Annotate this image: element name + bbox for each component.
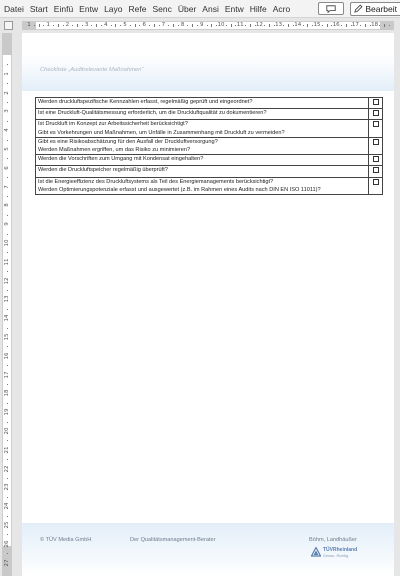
ribbon-tab-7[interactable]: Über	[177, 3, 197, 14]
vruler-tick	[7, 346, 8, 347]
checkbox[interactable]	[373, 179, 379, 185]
hruler-tick	[322, 25, 323, 26]
hruler-tick	[168, 25, 169, 26]
hruler-label: 11	[236, 22, 244, 28]
hruler-tick	[283, 25, 284, 26]
checklist-question[interactable]	[36, 120, 369, 137]
document-page[interactable]	[22, 33, 394, 576]
comments-button[interactable]	[318, 2, 344, 15]
hruler-tick	[111, 25, 112, 26]
ribbon-tabs	[0, 0, 400, 18]
question-line: Werden druckluftspezifische Kennzahlen erfasst, regelmäßig geprüft und eingeordnet?	[38, 99, 253, 105]
vruler-tick	[7, 234, 8, 235]
hruler-tick	[379, 25, 380, 26]
hruler-tick	[120, 25, 121, 26]
vruler-tick	[7, 365, 8, 366]
hruler-label: 6	[142, 22, 146, 28]
question-line: Gibt es Vorkehrungen und Maßnahmen, um Unfälle in Zusammenhang mit Druckluft zu vermeiden?	[38, 129, 285, 136]
editing-mode-button[interactable]	[350, 2, 400, 16]
tab-stop-selector[interactable]	[4, 21, 13, 30]
checklist-row	[36, 98, 383, 109]
checklist-row	[36, 166, 383, 177]
vruler-tick	[7, 516, 8, 517]
hruler-label: 17	[351, 22, 359, 28]
hruler-label: 13	[275, 22, 283, 28]
editing-mode-label: Bearbeit	[365, 3, 397, 14]
checklist-question[interactable]	[36, 137, 369, 154]
ribbon-tab-3[interactable]: Entw	[79, 3, 99, 14]
footer-logo-subtitle: Genau. Richtig.	[323, 554, 350, 558]
hruler-tick	[72, 25, 73, 26]
vruler-label: 8	[4, 203, 10, 208]
hruler-label: 15	[313, 22, 321, 28]
tuv-triangle-icon	[311, 547, 321, 557]
hruler-label: 9	[200, 22, 204, 28]
hruler-tick	[154, 24, 155, 27]
vruler-tick	[7, 102, 8, 103]
vruler-label: 12	[4, 277, 10, 285]
vruler-tick	[7, 497, 8, 498]
hruler-tick	[77, 24, 78, 27]
checklist-row	[36, 177, 383, 194]
pencil-icon	[354, 4, 363, 13]
vruler-label: 15	[4, 333, 10, 341]
hruler-tick	[207, 25, 208, 26]
vruler-tick	[7, 534, 8, 535]
vruler-tick	[7, 553, 8, 554]
hruler-tick	[178, 25, 179, 26]
hruler-tick	[197, 25, 198, 26]
vruler-top-margin[interactable]	[2, 33, 12, 55]
hruler-tick	[288, 24, 289, 27]
vruler-tick	[7, 290, 8, 291]
hruler-tick	[389, 25, 390, 26]
hruler-tick	[58, 24, 59, 27]
hruler-tick	[187, 25, 188, 26]
checklist-question[interactable]	[36, 109, 369, 120]
checklist-checkbox-cell	[369, 137, 383, 154]
vertical-ruler[interactable]	[0, 33, 14, 576]
question-line: Gibt es eine Risikoabschätzung für den Ausfall der Druckluftversorgung?	[38, 138, 218, 145]
hruler-tick	[130, 25, 131, 26]
hruler-tick	[327, 24, 328, 27]
checklist-question[interactable]	[36, 166, 369, 177]
hruler-label: 16	[332, 22, 340, 28]
hruler-tick	[63, 25, 64, 26]
question-line: Ist eine Druckluft-Qualitätsmessung erforderlich, um die Druckluftqualität zu dokumentieren?	[38, 110, 267, 117]
hruler-tick	[159, 25, 160, 26]
hruler-tick	[91, 25, 92, 26]
vruler-tick	[7, 384, 8, 385]
hruler-label: 3	[84, 22, 89, 28]
hruler-label: 4	[104, 22, 108, 28]
vruler-label: 26	[4, 540, 10, 548]
footer-authors: Böhm, Landhäußer	[309, 537, 357, 543]
vruler-tick	[7, 196, 8, 197]
hruler-tick	[211, 24, 212, 27]
hruler-label: 18	[371, 22, 379, 28]
checklist-question[interactable]	[36, 177, 369, 194]
ribbon-tab-4[interactable]: Layo	[104, 3, 123, 14]
hruler-tick	[360, 25, 361, 26]
question-line: Werden Maßnahmen ergriffen, um das Risiko zu minimieren?	[38, 147, 191, 154]
hruler-tick	[269, 24, 270, 27]
vruler-label: 9	[4, 222, 10, 226]
ruler-right-margin[interactable]	[380, 21, 394, 30]
hruler-tick	[384, 24, 385, 27]
checkbox[interactable]	[373, 121, 379, 127]
vruler-label: 22	[4, 465, 10, 473]
vruler-label: 23	[4, 483, 10, 491]
checklist-checkbox-cell	[369, 109, 383, 120]
vruler-tick	[7, 252, 8, 253]
vruler-tick	[7, 140, 8, 141]
vruler-label: 1	[4, 72, 10, 76]
hruler-label: 10	[217, 22, 225, 28]
checklist-table[interactable]	[35, 97, 383, 195]
hruler-tick	[34, 25, 35, 26]
hruler-tick	[135, 24, 136, 27]
checkbox[interactable]	[373, 167, 379, 173]
question-line: Werden die Vorschriften zum Umgang mit Kondensat eingehalten?	[38, 156, 204, 163]
hruler-label: 1	[46, 22, 50, 28]
hruler-tick	[53, 25, 54, 26]
page-header-band	[22, 55, 394, 91]
checklist-checkbox-cell	[369, 155, 383, 166]
vruler-label: 25	[4, 521, 10, 529]
vruler-label: 10	[4, 239, 10, 247]
vruler-tick	[7, 422, 8, 423]
checklist-checkbox-cell	[369, 98, 383, 109]
ribbon-tab-8[interactable]: Ansi	[202, 3, 219, 14]
ribbon-tab-5[interactable]: Refe	[128, 3, 147, 14]
ribbon-tab-0[interactable]: Datei	[4, 3, 24, 14]
hruler-tick	[96, 24, 97, 27]
page-header-title: Checkliste „Auditrelevante Maßnahmen“	[40, 67, 144, 73]
footer-copyright: © TÜV Media GmbH	[40, 537, 92, 543]
vruler-label: 24	[4, 502, 10, 510]
ribbon-tab-1[interactable]: Start	[29, 3, 48, 14]
hruler-tick	[250, 24, 251, 27]
vruler-label: 11	[4, 258, 10, 266]
vruler-tick	[7, 459, 8, 460]
vruler-tick	[7, 83, 8, 84]
hruler-tick	[245, 25, 246, 26]
checklist-checkbox-cell	[369, 177, 383, 194]
horizontal-ruler[interactable]	[0, 19, 400, 32]
checklist-row	[36, 155, 383, 166]
hruler-tick	[341, 25, 342, 26]
hruler-tick	[115, 24, 116, 27]
vruler-tick	[7, 64, 8, 65]
hruler-tick	[192, 24, 193, 27]
vruler-label: 17	[4, 371, 10, 379]
footer-series: Der Qualitätsmanagement-Berater	[130, 537, 216, 543]
vruler-label: 16	[4, 352, 10, 360]
ribbon-tab-2[interactable]: Einfü	[53, 3, 74, 14]
comment-icon	[326, 5, 336, 13]
hruler-label: 1	[27, 22, 31, 28]
vruler-tick	[7, 478, 8, 479]
checkbox[interactable]	[373, 110, 379, 116]
vruler-label: 27	[4, 559, 10, 567]
vruler-label: 13	[4, 295, 10, 303]
vruler-tick	[7, 328, 8, 329]
hruler-tick	[101, 25, 102, 26]
checkbox[interactable]	[373, 139, 379, 145]
question-line: Werden die Druckluftspeicher regelmäßig überprüft?	[38, 167, 168, 174]
vruler-tick	[7, 215, 8, 216]
checklist-question[interactable]	[36, 98, 369, 109]
hruler-tick	[82, 25, 83, 26]
ribbon-tab-6[interactable]: Senc	[152, 3, 172, 14]
vruler-tick	[7, 177, 8, 178]
vruler-tick	[7, 271, 8, 272]
vruler-label: 21	[4, 446, 10, 454]
hruler-tick	[139, 25, 140, 26]
hruler-tick	[226, 25, 227, 26]
checklist-row	[36, 109, 383, 120]
hruler-label: 5	[123, 22, 127, 28]
ribbon-tab-10[interactable]: Hilfe	[249, 3, 267, 14]
hruler-tick	[307, 24, 308, 27]
hruler-label: 12	[255, 22, 263, 28]
hruler-label: 14	[294, 22, 302, 28]
checklist-checkbox-cell	[369, 120, 383, 137]
ribbon-tab-9[interactable]: Entw	[224, 3, 244, 14]
vruler-label: 6	[4, 166, 10, 170]
vruler-tick	[7, 158, 8, 159]
hruler-label: 2	[65, 22, 70, 28]
question-line: Ist Druckluft im Konzept zur Arbeitssicherheit berücksichtigt?	[38, 121, 188, 128]
vruler-tick	[7, 121, 8, 122]
hruler-tick	[365, 24, 366, 27]
hruler-tick	[39, 24, 40, 27]
checklist-row	[36, 137, 383, 154]
vruler-label: 14	[4, 314, 10, 322]
hruler-tick	[303, 25, 304, 26]
footer-logo-name: TÜVRheinland	[323, 547, 358, 553]
vruler-label: 3	[4, 109, 10, 114]
vruler-label: 4	[4, 128, 10, 132]
hruler-tick	[231, 24, 232, 27]
hruler-tick	[149, 25, 150, 26]
hruler-tick	[43, 25, 44, 26]
hruler-label: 8	[180, 22, 185, 28]
vruler-label: 7	[4, 184, 10, 189]
checkbox[interactable]	[373, 156, 379, 162]
vruler-tick	[7, 403, 8, 404]
vruler-label: 2	[4, 90, 10, 95]
checkbox[interactable]	[373, 99, 379, 105]
vruler-label: 18	[4, 389, 10, 397]
question-line: Ist die Energieeffizienz des Druckluftsystems als Teil des Energiemanagements berücksichtigt?	[38, 178, 274, 185]
vruler-label: 20	[4, 427, 10, 435]
checklist-row	[36, 120, 383, 137]
vruler-tick	[7, 309, 8, 310]
hruler-tick	[264, 25, 265, 26]
question-line: Werden Optimierungspotenziale erfasst und ausgewertet (z.B. im Rahmen eines Audits nach DIN EN ISO 11011)?	[38, 186, 321, 193]
vruler-tick	[7, 440, 8, 441]
vruler-label: 5	[4, 147, 10, 151]
hruler-tick	[346, 24, 347, 27]
checklist-question[interactable]	[36, 155, 369, 166]
ribbon-tab-11[interactable]: Acro	[272, 3, 291, 14]
vruler-label: 19	[4, 408, 10, 416]
checklist-checkbox-cell	[369, 166, 383, 177]
hruler-tick	[173, 24, 174, 27]
hruler-label: 7	[161, 22, 166, 28]
